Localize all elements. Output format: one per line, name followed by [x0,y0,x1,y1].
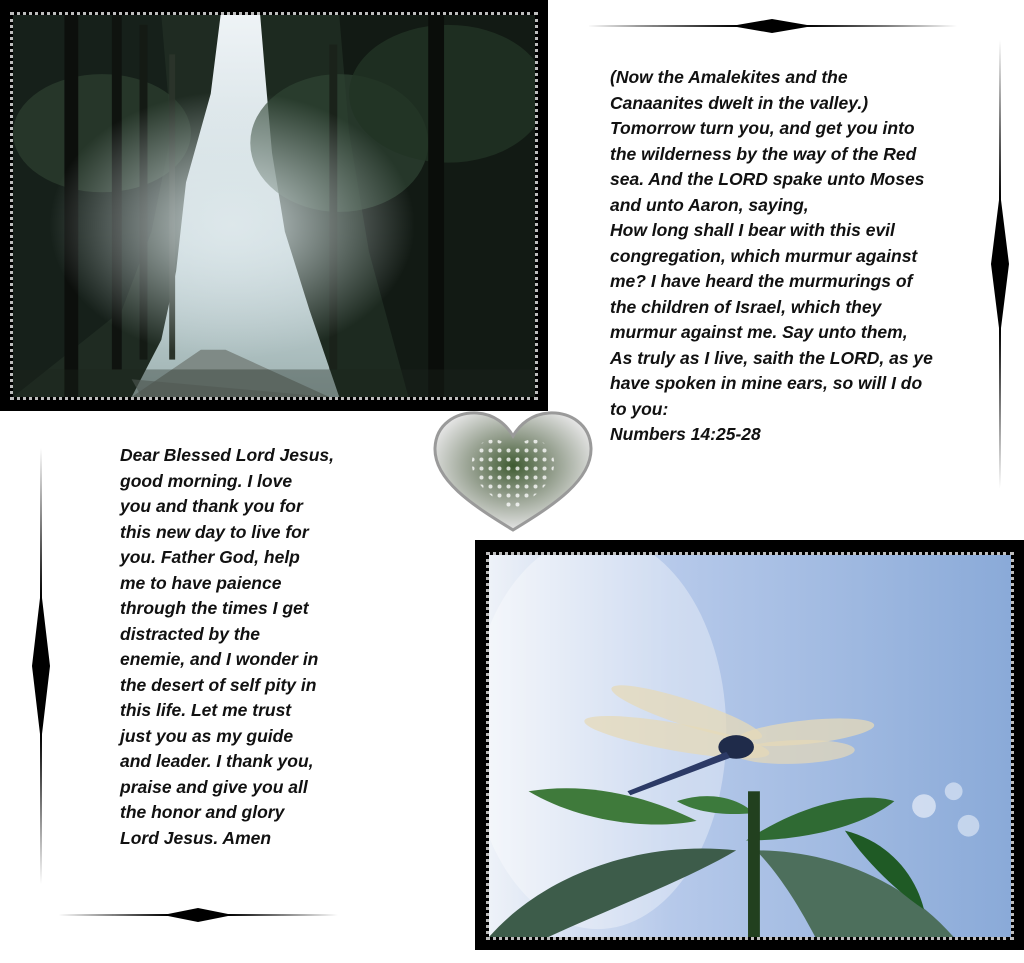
forest-photo-frame [0,0,548,411]
forest-photo [10,12,538,400]
dragonfly-photo-frame [475,540,1024,950]
left-vertical-divider [30,448,52,884]
scripture-verse-text: (Now the Amalekites and the Canaanites dwelt in the valley.) Tomorrow turn you, and get you into the wilderness by the way of the Red sea. And the LORD spake unto Moses and unto Aaron, saying, How long shall I bear with this evil congregation, which murmur against me? I have heard the murmurings of the children of Israel, which they murmur against me. Say unto them, As truly as I live, saith the LORD, as ye have spoken in mine ears, so will I do to you: Numbers 14:25-28 [610,67,933,444]
dragonfly-photo [486,552,1014,940]
prayer-text: Dear Blessed Lord Jesus, good morning. I love you and thank you for this new day to live for you. Father God, help me to have paience through the times I get distracted by the enemie, and I wonder in the desert of self pity in this life. Let me trust just you as my guide and leader. I thank you, praise and give you all the honor and glory Lord Jesus. Amen [120,445,334,848]
top-horizontal-divider [587,17,957,35]
right-vertical-divider [989,40,1011,488]
heart-flower-image [432,410,594,534]
bottom-horizontal-divider [58,906,338,924]
